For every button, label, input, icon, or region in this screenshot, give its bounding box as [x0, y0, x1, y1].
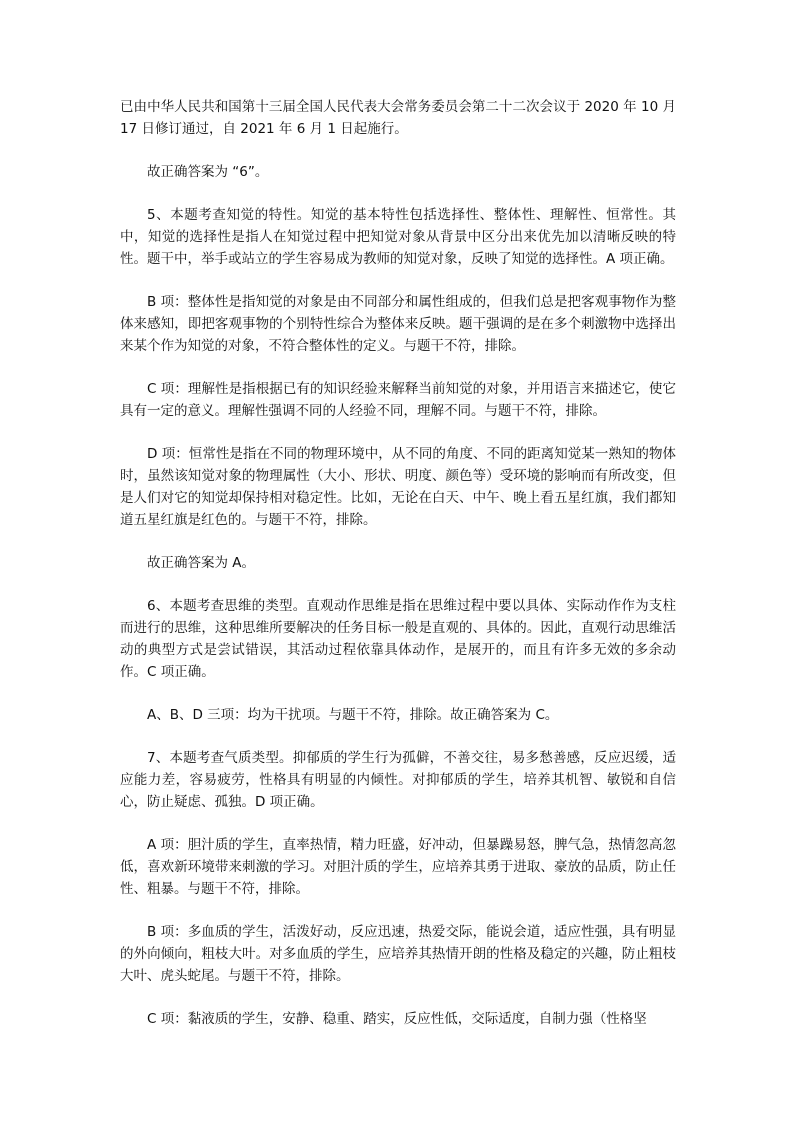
paragraph-q6-options: A、B、D 三项：均为干扰项。与题干不符，排除。故正确答案为 C。 [147, 707, 559, 723]
paragraph-q5-option-b: B 项：整体性是指知觉的对象是由不同部分和属性组成的，但我们总是把客观事物作为整体来感知，即把客观事物的个别特性综合为整体来反映。题干强调的是在多个刺激物中选择出来某个作为知觉的对象，不符合整体性的定义。与题干不符，排除。 [120, 294, 676, 354]
paragraph-q5-explanation: 5、本题考查知觉的特性。知觉的基本特性包括选择性、整体性、理解性、恒常性。其中，知觉的选择性是指人在知觉过程中把知觉对象从背景中区分出来优先加以清晰反映的特性。题干中，举手或站立的学生容易成为教师的知觉对象，反映了知觉的选择性。A 项正确。 [120, 207, 676, 267]
paragraph-q7-explanation: 7、本题考查气质类型。抑郁质的学生行为孤僻，不善交往，易多愁善感，反应迟缓，适应能力差，容易疲劳，性格具有明显的内倾性。对抑郁质的学生，培养其机智、敏锐和自信心，防止疑虑、孤独。D 项正确。 [120, 750, 676, 810]
paragraph-q7-option-c: C 项：黏液质的学生，安静、稳重、踏实，反应性低，交际适度，自制力强（性格坚 [147, 1011, 647, 1027]
paragraph-q6-explanation: 6、本题考查思维的类型。直观动作思维是指在思维过程中要以具体、实际动作作为支柱而进行的思维，这种思维所要解决的任务目标一般是直观的、具体的。因此，直观行动思维活动的典型方式是尝试错误，其活动过程依靠具体动作，是展开的，而且有许多无效的多余动作。C 项正确。 [120, 598, 676, 680]
paragraph-law-revision: 已由中华人民共和国第十三届全国人民代表大会常务委员会第二十二次会议于 2020 年 10 月 17 日修订通过，自 2021 年 6 月 1 日起施行。 [120, 99, 676, 137]
paragraph-q7-option-b: B 项：多血质的学生，活泼好动，反应迅速，热爱交际，能说会道，适应性强，具有明显的外向倾向，粗枝大叶。对多血质的学生，应培养其热情开朗的性格及稳定的兴趣，防止粗枝大叶、虎头蛇尾。与题干不符，排除。 [120, 924, 676, 984]
paragraph-q5-answer: 故正确答案为 A。 [147, 555, 256, 571]
paragraph-q7-option-a: A 项：胆汁质的学生，直率热情，精力旺盛，好冲动，但暴躁易怒，脾气急，热情忽高忽低，喜欢新环境带来刺激的学习。对胆汁质的学生，应培养其勇于进取、豪放的品质，防止任性、粗暴。与题干不符，排除。 [120, 837, 676, 897]
document-page [120, 96, 676, 1051]
paragraph-q5-option-c: C 项：理解性是指根据已有的知识经验来解释当前知觉的对象，并用语言来描述它，使它具有一定的意义。理解性强调不同的人经验不同，理解不同。与题干不符，排除。 [120, 381, 676, 419]
paragraph-q5-option-d: D 项：恒常性是指在不同的物理环境中，从不同的角度、不同的距离知觉某一熟知的物体时，虽然该知觉对象的物理属性（大小、形状、明度、颜色等）受环境的影响而有所改变，但是人们对它的知觉却保持相对稳定性。比如，无论在白天、中午、晚上看五星红旗，我们都知道五星红旗是红色的。与题干不符，排除。 [120, 446, 676, 528]
paragraph-answer-6: 故正确答案为 “6”。 [147, 164, 269, 180]
